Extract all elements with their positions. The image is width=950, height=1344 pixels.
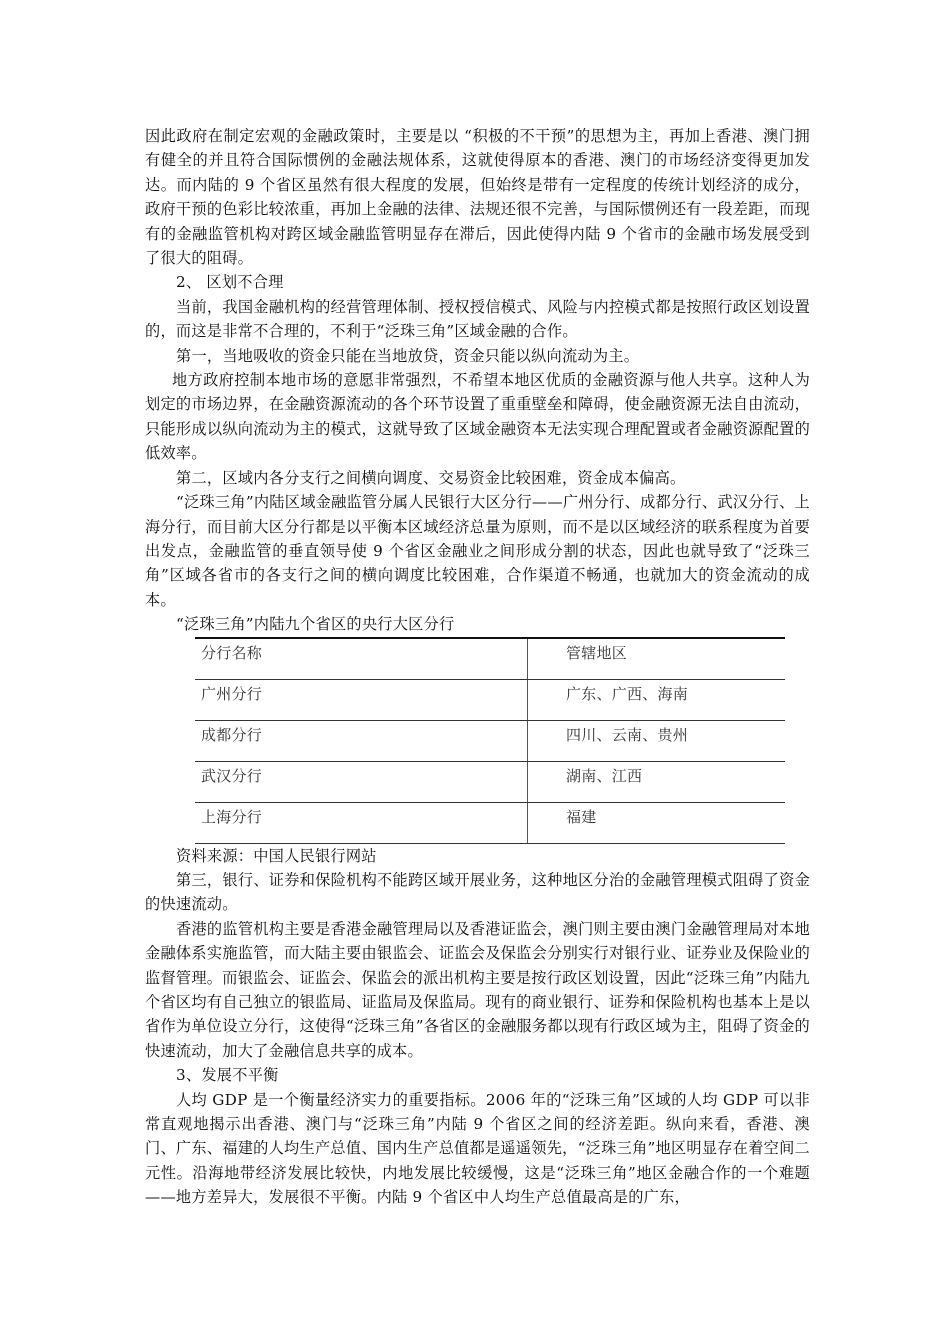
table-caption: “泛珠三角”内陆九个省区的央行大区分行 [176, 615, 455, 634]
table-header-region: 管辖地区 [528, 638, 786, 680]
table-cell-branch: 武汉分行 [195, 761, 528, 802]
table-row [195, 802, 785, 843]
branch-table [195, 637, 785, 844]
table-cell-region: 福建 [528, 802, 786, 843]
paragraph-first-point: 第一，当地吸收的资金只能在当地放贷，资金只能以纵向流动为主。 [176, 346, 640, 365]
section-heading-3: 3、发展不平衡 [176, 1066, 279, 1085]
table-source: 资料来源：中国人民银行网站 [176, 846, 377, 865]
paragraph-current-system: 当前，我国金融机构的经营管理体制、授权授信模式、风险与内控模式都是按照行政区划设置的，而这是非常不合理的，不利于“泛珠三角”区域金融的合作。 [145, 297, 810, 341]
table-cell-region: 湖南、江西 [528, 761, 786, 802]
table-cell-branch: 上海分行 [195, 802, 528, 843]
paragraph-policy-intro: 因此政府在制定宏观的金融政策时，主要是以 “积极的不干预”的思想为主，再加上香港、澳门拥有健全的并且符合国际惯例的金融法规体系，这就使得原本的香港、澳门的市场经济变得更加发达。而内陆的 9 个省区虽然有很大程度的发展，但始终是带有一定程度的传统计划经济的成分，政府干预的色彩比较浓重，再加上金融的法律、法规还很不完善，与国际惯例还有一段差距，而现有的金融监管机构对跨区域金融监管明显存在滞后，因此使得内陆 9 个省市的金融市场发展受到了很大的阻碍。 [145, 127, 810, 268]
table-header-branch: 分行名称 [195, 638, 528, 680]
table-cell-region: 四川、云南、贵州 [528, 720, 786, 761]
table-header-row [195, 638, 785, 680]
table-row [195, 679, 785, 720]
document-page [145, 124, 810, 1210]
paragraph-regional-branches: “泛珠三角”内陆区域金融监管分属人民银行大区分行——广州分行、成都分行、武汉分行、上海分行，而目前大区分行都是以平衡本区域经济总量为原则，而不是以区域经济的联系程度为首要出发点，金融监管的垂直领导使 9 个省区金融业之间形成分割的状态，因此也就导致了“泛珠三角”区域各省市的各支行之间的横向调度比较困难，合作渠道不畅通，也就加大的资金流动的成本。 [145, 493, 810, 609]
table-row [195, 720, 785, 761]
paragraph-third-point: 第三，银行、证券和保险机构不能跨区域开展业务，这种地区分治的金融管理模式阻碍了资金的快速流动。 [145, 870, 810, 914]
paragraph-second-point: 第二，区域内各分支行之间横向调度、交易资金比较困难，资金成本偏高。 [176, 468, 686, 487]
paragraph-local-government: 地方政府控制本地市场的意愿非常强烈，不希望本地区优质的金融资源与他人共享。这种人为划定的市场边界，在金融资源流动的各个环节设置了重重壁垒和障碍，使金融资源无法自由流动，只能形成以纵向流动为主的模式，这就导致了区域金融资本无法实现合理配置或者金融资源配置的低效率。 [145, 371, 810, 463]
table-cell-branch: 成都分行 [195, 720, 528, 761]
table-cell-region: 广东、广西、海南 [528, 679, 786, 720]
table-cell-branch: 广州分行 [195, 679, 528, 720]
paragraph-gdp: 人均 GDP 是一个衡量经济实力的重要指标。2006 年的“泛珠三角”区域的人均 GDP 可以非常直观地揭示出香港、澳门与“泛珠三角”内陆 9 个省区之间的经济差距。纵向来看，香港、澳门、广东、福建的人均生产总值、国内生产总值都是遥遥领先，“泛珠三角”地区明显存在着空间二元性。沿海地带经济发展比较快，内地发展比较缓慢，这是“泛珠三角”地区金融合作的一个难题——地方差异大，发展很不平衡。内陆 9 个省区中人均生产总值最高是的广东， [145, 1090, 810, 1207]
section-heading-2: 2、 区划不合理 [176, 273, 284, 292]
paragraph-regulators: 香港的监管机构主要是香港金融管理局以及香港证监会，澳门则主要由澳门金融管理局对本地金融体系实施监管，而大陆主要由银监会、证监会及保监会分别实行对银行业、证券业及保险业的监督管理。而银监会、证监会、保监会的派出机构主要是按行政区划设置，因此“泛珠三角”内陆九个省区均有自己独立的银监局、证监局及保监局。现有的商业银行、证券和保险机构也基本上是以省作为单位设立分行，这使得“泛珠三角”各省区的金融服务都以现有行政区域为主，阻碍了资金的快速流动，加大了金融信息共享的成本。 [145, 919, 810, 1060]
table-row [195, 761, 785, 802]
